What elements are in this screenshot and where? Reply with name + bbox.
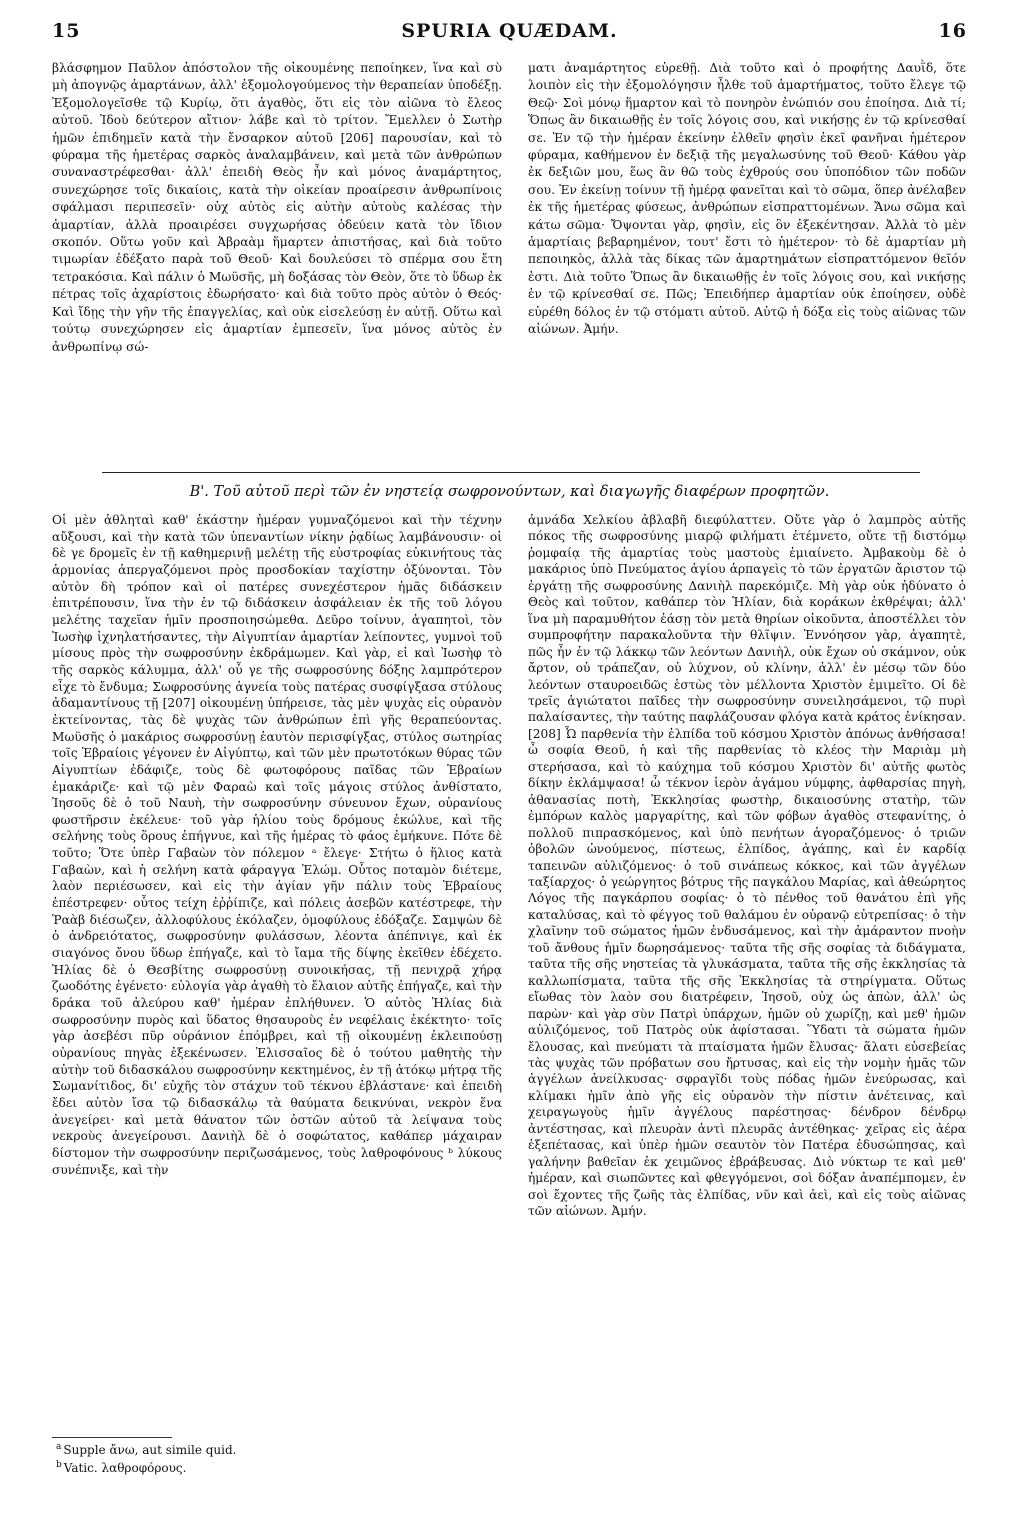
page-header: [52, 20, 967, 46]
footnotes: [56, 1440, 456, 1476]
footnote-text: Vatic. λαθροφόρους.: [63, 1461, 187, 1475]
column-2-bottom: [528, 512, 966, 1219]
section-heading: Β'. Τοῦ αὐτοῦ περὶ τῶν ἐν νηστείᾳ σωφρονούντων, καὶ διαγωγῆς διαφέρων προφητῶν.: [189, 484, 830, 500]
footnote: [56, 1458, 456, 1476]
footnote-text: Supple ἄνω, aut simile quid.: [63, 1443, 237, 1457]
paragraph: βλάσφημον Παῦλον ἀπόστολον τῆς οἰκουμένης πεποίηκεν, ἵνα καὶ σὺ μὴ ἀπογνῷς ἁμαρτάνων, ἀλλ' ἐξομολογούμενος τὴν θεραπείαν ὑποδέξῃ. Ἐξομολογεῖσθε τῷ Κυρίῳ, ὅτι ἀγαθὸς, ὅτι εἰς τὸν αἰῶνα τὸ ἔλεος αὐτοῦ. Ἰδοὺ δεύτερον αἴτιον· λάβε καὶ τὸ τρίτον. Ἔμελλεν ὁ Σωτὴρ ἡμῶν ἐπιδημεῖν κατὰ τὴν ἔνσαρκον αὐτοῦ [206] παρουσίαν, καὶ τὸ φύραμα τῆς ἡμετέρας σαρκὸς ἀναλαμβάνειν, καὶ μετὰ τῶν ἀνθρώπων συναναστρέφεσθαι· ἀλλ' ἐπειδὴ Θεὸς ἦν καὶ μόνος ἀναμάρτητος, συνεχώρησε τοῖς δικαίοις, κατὰ τὴν οἰκείαν προαίρεσιν ἀνθρωπίνοις σφάλμασι περιπεσεῖν· οὐχ αὐτὸς εἰς αὐτὴν αὐτοὺς καλέσας τὴν ἁμαρτίαν, ἀλλὰ προαιρέσει συγχωρήσας ὁδεύειν κατὰ τὸν ἴδιον σκοπόν. Οὕτω γοῦν καὶ Ἀβραὰμ ἥμαρτεν ἀπιστήσας, καὶ διὰ τοῦτο τιμωρίαν ἐδέξατο παρὰ τοῦ Θεοῦ· Καὶ δουλεύσει τὸ σπέρμα σου ἔτη τετρακόσια. Καὶ πάλιν ὁ Μωϋσῆς, μὴ δοξάσας τὸν Θεὸν, ὅτε τὸ ὕδωρ ἐκ πέτρας τοῖς ἀχαρίστοις ἐδωρήσατο· καὶ διὰ τοῦτο πρὸς αὐτὸν ὁ Θεός· Καὶ ἴδῃς τὴν γῆν τῆς ἐπαγγελίας, καὶ οὐκ εἰσελεύσῃ ἐν αὐτῇ. Οὕτω καὶ τούτῳ συνεχώρησεν εἰς ἁμαρτίαν ἐμπεσεῖν, ἵνα μόνος αὐτὸς ἐν ἀνθρωπίνῳ σώ-: [52, 61, 502, 354]
footnote-mark: a: [56, 1442, 62, 1452]
footnote: [56, 1440, 456, 1458]
paragraph: Οἱ μὲν ἀθληταὶ καθ' ἑκάστην ἡμέραν γυμναζόμενοι καὶ τὴν τέχνην αὔξουσι, καὶ τὴν κατὰ τῶν ὑπεναντίων νίκην ῥᾳδίως λαμβάνουσιν· οἱ δὲ γε δρομεῖς ἐν τῇ καθημερινῇ μελέτῃ τῆς εὐστροφίας εὐκινήτους τὰς ἁρμονίας ἀπεργαζόμενοι πρὸς προσδοκίαν ταχίστην ὀξύνονται. Τὸν αὐτὸν δὴ τρόπον καὶ οἱ πατέρες συνεχέστερον ἡμᾶς διδάσκειν ἐπιτρέπουσιν, ἵνα τὴν ἐν τῷ διδάσκειν ἀσφάλειαν ἐκ τῆς τοῦ λόγου μελέτης ταχεῖαν ἡμῖν προσποιησώμεθα. Δεῦρο τοίνυν, ἀγαπητοὶ, τὸν Ἰωσὴφ ἰχνηλατήσαντες, τὴν Αἰγυπτίαν ἁμαρτίαν λείποντες, γυμνοὶ τοῦ μίσους πρὸς τὴν σωφροσύνην ἐκδράμωμεν. Καὶ γὰρ, εἰ καὶ Ἰωσὴφ τὸ τῆς σαρκὸς κάλυμμα, ἀλλ' οὖ γε τῆς σωφροσύνης δόξης λαμπρότερον εἶχε τὸ ἔνδυμα; Σωφροσύνης ἁγνεία τοὺς πατέρας συσφίγξασα στύλους ἀδαμαντίνους τῇ [207] οἰκουμένῃ ὑπήρεισε, τὰς μὲν ψυχὰς εἰς οὐρανὸν ἐκτείνοντας, τὰς δὲ ψυχὰς τῶν ἀνθρώπων ἐπὶ γῆς θεραπεύοντας. Μωϋσῆς ὁ μακάριος σωφροσύνῃ ἑαυτὸν περισφίγξας, στύλος σωτηρίας τοῖς Ἑβραίοις γέγονεν ἐν Αἰγύπτῳ, καὶ τῶν μὲν πρωτοτόκων θύρας τῶν Αἰγυπτίων ἐδάφιζε, τοὺς δὲ φωτοφόρους παῖδας τῶν Ἑβραίων ἐμακάριζε· καὶ τῷ μὲν Φαραὼ καὶ τοῖς μάγοις στύλος ἀνθίστατο, Ἰησοῦς δὲ ὁ τοῦ Ναυὴ, τὴν σωφροσύνην σύνευνον ἔχων, οὐρανίους φωστῆρσιν ἐκέλευε· τοῦ γὰρ ἡλίου τοὺς δρόμους ἐκώλυε, καὶ τῆς σελήνης τοὺς ὅρους ἐπήγνυε, καὶ τῆς ἡμέρας τὸ φάος ἐμήκυνε. Πότε δὲ τοῦτο; Ὅτε ὑπὲρ Γαβαὼν τὸν πόλεμον ᵃ ἔλεγε· Στήτω ὁ ἥλιος κατὰ Γαβαὼν, καὶ ἡ σελήνη κατὰ φάραγγα Ἐλώμ. Οὗτος ποταμὸν διέτεμε, λαὸν περιέσωσεν, καὶ εἰς τὴν ἁγίαν γῆν πάλιν τοὺς Ἑβραίους ἐπέστρεφεν· οὗτος τείχη ἐῤῥίπιζε, καὶ πόλεις ἀσεβῶν κατέστρεφε, τὴν Ῥαὰβ διέσωζεν, ἀλλοφύλους ἐκόλαζεν, ὁμοφύλους ἐδόξαζε. Σαμψὼν δὲ ὁ ἀνδρειότατος, σωφροσύνην φυλάσσων, λέοντα ἀπέπνιγε, καὶ ἐκ σιαγόνος ὄνου ὕδωρ ἐπήγαζε, καὶ τὸ ἴαμα τῆς δίψης ἐκεῖθεν ἐδέχετο. Ἡλίας δὲ ὁ Θεσβίτης σωφροσύνῃ συνοικήσας, τῇ πενιχρᾷ χήρᾳ ζωοδότης ἐγένετο· εὐλογία γὰρ ἀγαθὴ τὸ ἔλαιον αὐτῆς ἐπήγαζε, καὶ τὴν δράκα τοῦ ἀλεύρου καθ' ἡμέραν ἐπλήθυνεν. Ὁ αὐτὸς Ἡλίας διὰ σωφροσύνην πυρὸς καὶ ὕδατος θησαυροὺς ἐν νεφέλαις ἐκέκτητο· τοῖς γὰρ ἀσεβέσι πῦρ οὐράνιον ἐπόμβρει, καὶ τῇ οἰκουμένῃ ἐκλειπούσῃ οὐρανίους πηγὰς ἐξεκένωσεν. Ἐλισσαῖος δὲ ὁ τούτου μαθητὴς τὴν αὐτὴν τοῦ διδασκάλου σωφροσύνην κεκτημένος, ἐν τῇ ἀτόκῳ μήτρᾳ τῆς Σωμανίτιδος, δι' εὐχῆς τὸν στάχυν τοῦ τέκνου ἐβλάστανε· καὶ ἐπειδὴ ἔδει αὐτὸν ἴσα τῷ διδασκάλῳ τὰ θαύματα δεικνύναι, νεκρὸν ἕνα ἀνεγείρει· καὶ μετὰ θάνατον τῶν ὀστῶν αὐτοῦ τὰ λείψανα τοὺς νεκροὺς ἀνεγείρουσι. Δανιὴλ δὲ ὁ σοφώτατος, καθάπερ μάχαιραν δίστομον τὴν σωφροσύνην περιζωσάμενος, τοὺς λαθροφόνους ᵇ λύκους συνέπνιξε, καὶ τὴν: [52, 513, 502, 1177]
column-1-bottom: [52, 512, 502, 1178]
paragraph: ματι ἀναμάρτητος εὑρεθῇ. Διὰ τοῦτο καὶ ὁ προφήτης Δαυῒδ, ὅτε λοιπὸν εἰς τὴν ἐξομολόγησιν ἦλθε τοῦ ἁμαρτήματος, τοῦτο ἔλεγε τῷ Θεῷ· Σοὶ μόνῳ ἥμαρτον καὶ τὸ πονηρὸν ἐνώπιόν σου ἐποίησα. Διὰ τί; Ὅπως ἂν δικαιωθῇς ἐν τοῖς λόγοις σου, καὶ νικήσῃς ἐν τῷ κρίνεσθαί σε. Ἐν τῷ τὴν ἡμέραν ἐκείνην ἐλθεῖν φησὶν ἐκεῖ φανῆναι ἡμέτερον φύραμα, καθήμενον ἐν δεξιᾷ τῆς μεγαλωσύνης τοῦ Θεοῦ· Κάθου γὰρ ἐκ δεξιῶν μου, ἕως ἂν θῶ τοὺς ἐχθρούς σου ὑποπόδιον τῶν ποδῶν σου. Ἐν ἐκείνῃ τοίνυν τῇ ἡμέρᾳ φανεῖται καὶ τὸ σῶμα, ὅπερ ἀνέλαβεν ἐκ τῆς ἡμετέρας φύσεως, ἀνθρώπων εἰσπραττομένων. Ἄνω σῶμα καὶ κάτω σῶμα· Ὄψονται γὰρ, φησὶν, εἰς ὃν ἐξεκέντησαν. Ἀλλὰ τὸ μὲν ἁμαρτίαις βεβαρημένον, τουτ' ἔστι τὸ ἡμέτερον· τὸ δὲ ἁμαρτίαν μὴ πεποιηκὸς, ἀλλὰ τὰς δίκας τῶν ἁμαρτημάτων εἰσπραττόμενον θεῖόν ἐστι. Διὰ τοῦτο Ὅπως ἂν δικαιωθῇς ἐν τοῖς λόγοις σου, καὶ νικήσῃς ἐν τῷ κρίνεσθαί σε. Πῶς; Ἐπειδήπερ ἁμαρτίαν οὐκ ἐποίησεν, οὐδὲ εὑρέθη δόλος ἐν τῷ στόματι αὐτοῦ. Αὐτῷ ἡ δόξα εἰς τοὺς αἰῶνας τῶν αἰώνων. Ἀμήν.: [528, 61, 966, 337]
footnote-mark: b: [56, 1460, 62, 1470]
column-1-top: [52, 60, 502, 356]
running-title: SPURIA QUÆDAM.: [401, 20, 618, 42]
column-2-top: [528, 60, 966, 339]
page-number-left: 15: [52, 20, 81, 42]
section-divider: [102, 472, 920, 473]
page-number-right: 16: [938, 20, 967, 42]
paragraph: ἀμνάδα Χελκίου ἀβλαβῆ διεφύλαττεν. Οὔτε γὰρ ὁ λαμπρὸς αὐτῆς πόκος τῆς σωφροσύνης μιαρῷ φιλήματι ἐτέμνετο, οὔτε τῇ διστόμῳ ῥομφαίᾳ τῆς ἁμαρτίας τοὺς μαστοὺς ἐμιαίνετο. Ἀμβακοὺμ δὲ ὁ μακάριος ὑπὸ Πνεύματος ἁγίου ἁρπαγεὶς τὸ τῶν ἐργατῶν ἄριστον τῷ ἐργάτῃ τῆς σωφροσύνης Δανιὴλ παρεκόμιζε. Μὴ γὰρ οὐκ ἠδύνατο ὁ Θεὸς καὶ τοῦτον, καθάπερ τὸν Ἡλίαν, διὰ κοράκων ἐκθρέψαι; ἀλλ' ἵνα μὴ παραμυθήτον ἐάσῃ τὸν μετὰ θηρίων οἰκοῦντα, ἀποστέλλει τὸν συμπροφήτην παρακαλοῦντα τὴν θλῖψιν. Ἐννόησον γὰρ, ἀγαπητὲ, πῶς ἦν ἐν τῷ λάκκῳ τῶν λεόντων Δανιὴλ, οὐκ ἔχων οὐ σκάμνον, οὐκ ἄρτον, οὐ τράπεζαν, οὐ λύχνον, οὐ κλίνην, ἀλλ' ἐν μέσῳ τῶν δύο λεόντων σταυροειδῶς ἑστὼς τὸν μέλλοντα Χριστὸν ἐμιμεῖτο. Οἱ δὲ τρεῖς ἁγιώτατοι παῖδες τὴν σωφροσύνην συνειλησάμενοι, τῷ πυρὶ παλαίσαντες, τὴν ταύτης παφλάζουσαν φλόγα κατὰ κράτος ἐνίκησαν. [208] Ὦ παρθενία τὴν ἐλπίδα τοῦ κόσμου Χριστὸν ἀπόνως ἀνθήσασα! ὦ σοφία Θεοῦ, ἡ καὶ τῆς παρθενίας τὸ κλέος τὴν Μαριὰμ μὴ στερήσασα, καὶ τὸ καύχημα τοῦ κόσμου Χριστὸν δι' αὐτῆς φωτὸς δίκην ἐκλάμψασα! ὦ τέκνον ἱερὸν ἀγάμου νύμφης, ἀφθαρσίας πηγὴ, ἀθανασίας ποτὴ, Ἐκκλησίας φωστὴρ, δικαιοσύνης στατὴρ, τῶν ἐμπόρων καλὸς μαργαρίτης, καὶ τῶν φόβων ἀγαθὸς στεφανίτης, ὁ πολλοῦ πιπρασκόμενος, καὶ ὑπὸ πενήτων ἀγοραζόμενος· ὁ τριῶν ὀβολῶν ὠνούμενος, πίστεως, ἐλπίδος, ἀγάπης, καὶ ἐν καρδίᾳ ταπεινῶν αὐλιζόμενος· ὁ τοῦ σινάπεως κόκκος, καὶ τῶν ἀγγέλων ταξίαρχος· ὁ γεώργητος βότρυς τῆς παγκάλου Μαρίας, καὶ ἀθεώρητος Λόγος τῆς παγκάρπου σοφίας· ὁ τὸ πένθος τοῦ θανάτου ἐπὶ γῆς καταλύσας, καὶ τὸ φέγγος τοῦ θαλάμου ἐν οὐρανῷ εὐτρεπίσας· ὁ τὴν χλαῖνην τοῦ σώματος ἡμῶν ἐνδυσάμενος, καὶ τὴν ἀμάραντον πνοὴν τοῦ ἄνθους ἡμῖν δωρησάμενος· ταῦτα τῆς σῆς σοφίας τὰ διδάγματα, ταῦτα τῆς σῆς νηστείας τὰ γλυκάσματα, ταῦτα τῆς σῆς ἐκκλησίας τὰ καλλωπίσματα, ταῦτα τῆς σῆς Ἐκκλησίας τὰ στηρίγματα. Οὕτως εἴωθας τὸν λαὸν σου διατρέφειν, Ἰησοῦ, οὐχ ὡς ἀπὼν, ἀλλ' ὡς παρὼν· καὶ γὰρ σὺν Πατρὶ ὑπάρχων, ἡμῶν οὐ χωρίζῃ, καὶ μεθ' ἡμῶν αὐλιζόμενος, τοῦ Πατρὸς οὐκ ἀφίστασαι. Ὕδατι τὰ σώματα ἡμῶν ἔλουσας, καὶ πνεύματι τὰ πταίσματα ἡμῶν ἔλυσας· ἅλατι εὐσεβείας τὰς ψυχὰς τῶν πρόβατων σου ἤρτυσας, καὶ εἰς τὴν νομὴν ἡμᾶς τῶν ἀγγέλων ἀνείλκυσας· σφραγῖδι τοὺς πόδας ἡμῶν ἐνεύρωσας, καὶ κλίμακι ἡμῖν ἀπὸ γῆς εἰς οὐρανὸν τὴν πίστιν ἀνέτεινας, καὶ χειραγωγοὺς ἡμῖν ἀγγέλους παρέστησας· δένδρον δένδρῳ ἀντέστησας, καὶ πλευρὰν ἀντὶ πλευρᾶς ἀντέθηκας· χεῖρας εἰς ἀέρα ἐξεπέτασας, καὶ ὑπὲρ ἡμῶν σεαυτὸν τὸν Πατέρα ἐδυσώπησας, καὶ γαλήνην βαθεῖαν ἐκ χειμῶνος ἐβράβευσας. Διὸ νύκτωρ τε καὶ μεθ' ἡμέραν, καὶ σιωπῶντες καὶ φθεγγόμενοι, σοὶ δόξαν ἀναπέμπομεν, ἐν σοὶ ἔχοντες τῆς ζωῆς τὰς ἐλπίδας, νῦν καὶ ἀεὶ, καὶ εἰς τοὺς αἰῶνας τῶν αἰώνων. Ἀμήν.: [528, 513, 966, 1219]
footnote-divider: [52, 1437, 172, 1438]
